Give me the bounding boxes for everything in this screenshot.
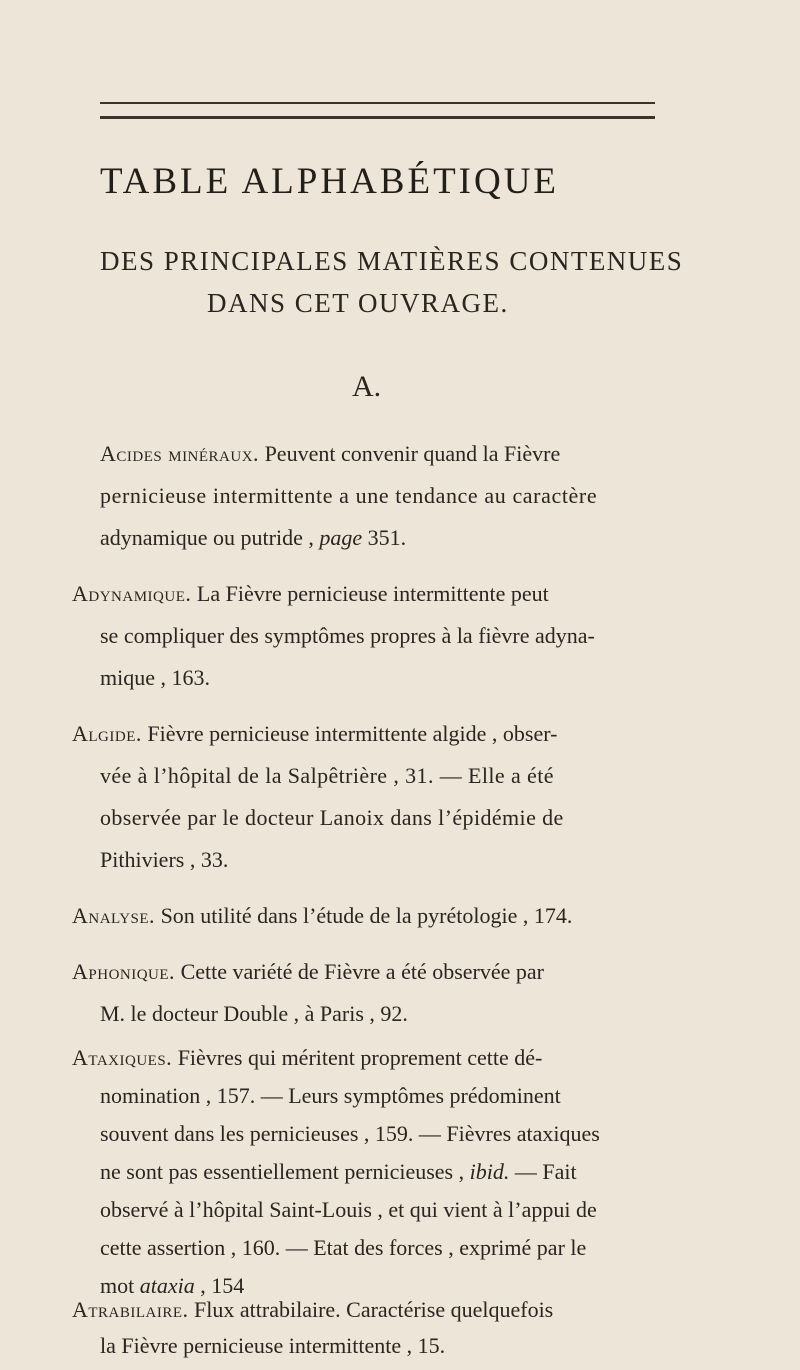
entry-text: Cette variété de Fièvre a été observée par	[180, 959, 544, 984]
entry-line: observée par le docteur Lanoix dans l’épidémie de	[100, 805, 564, 830]
entry-term: Algide.	[72, 721, 142, 746]
entry-term: Adynamique.	[72, 581, 192, 606]
entry-text: mot	[100, 1273, 140, 1298]
entry-text: Fièvre pernicieuse intermittente algide , obser-	[147, 721, 558, 746]
header-rule-thin	[100, 102, 655, 104]
entry-line: vée à l’hôpital de la Salpêtrière , 31. — Elle a été	[100, 763, 554, 788]
entry-text: observé à l’hôpital Saint-Louis , et qui vient à l’appui de	[100, 1197, 597, 1222]
entry-term: Ataxiques.	[72, 1045, 173, 1070]
entry-text: la Fièvre pernicieuse intermittente , 15.	[100, 1333, 446, 1358]
entry-line	[100, 1158, 577, 1186]
entry-line: pernicieuse intermittente a une tendance au caractère	[100, 483, 598, 508]
entry-text: — Fait	[509, 1159, 577, 1184]
entry-text: nomination , 157. — Leurs symptômes prédominent	[100, 1083, 561, 1108]
entry-line	[72, 902, 572, 930]
entry-text: La Fièvre pernicieuse intermittente peut	[196, 581, 549, 606]
entry-line	[100, 1196, 597, 1224]
entry-text: Peuvent convenir quand la Fièvre	[264, 441, 561, 466]
entry-text: Fièvres qui méritent proprement cette dé-	[177, 1045, 543, 1070]
entry-text: cette assertion , 160. — Etat des forces , exprimé par le	[100, 1235, 587, 1260]
entry-line: se compliquer des symptômes propres à la fièvre adyna-	[100, 623, 595, 648]
entry-line	[100, 524, 406, 552]
entry-term: Aphonique.	[72, 959, 176, 984]
entry-term: Analyse.	[72, 903, 156, 928]
page-number: 351.	[362, 525, 407, 550]
entry-text: ne sont pas essentiellement pernicieuses ,	[100, 1159, 470, 1184]
entry-line	[100, 1234, 586, 1262]
entry-line	[100, 1332, 445, 1360]
entry-line	[100, 1082, 561, 1110]
entry-line	[72, 720, 557, 748]
header-rule-thick	[100, 116, 655, 119]
entry-line	[72, 580, 549, 608]
entry-line: mique , 163.	[100, 665, 210, 690]
entry-line	[72, 958, 544, 986]
entry-line	[72, 1296, 553, 1324]
entry-line	[72, 1044, 542, 1072]
entry-text: souvent dans les pernicieuses , 159. — Fièvres ataxiques	[100, 1121, 600, 1146]
subtitle-line-1: DES PRINCIPALES MATIÈRES CONTENUES	[100, 246, 684, 276]
entry-text: M. le docteur Double , à Paris , 92.	[100, 1001, 408, 1026]
entry-text: , 154	[194, 1273, 245, 1298]
entry-line	[100, 1000, 408, 1028]
ibid-abbrev: ibid.	[469, 1159, 510, 1184]
entry-term: Acides minéraux.	[100, 441, 260, 466]
ataxia-word: ataxia	[139, 1273, 195, 1298]
entry-line	[100, 440, 560, 468]
section-letter: A.	[352, 370, 382, 403]
entry-term: Atrabilaire.	[72, 1297, 189, 1322]
entry-text: Son utilité dans l’étude de la pyrétologie , 174.	[160, 903, 573, 928]
page-title: TABLE ALPHABÉTIQUE	[100, 161, 560, 202]
entry-text: Flux attrabilaire. Caractérise quelquefois	[194, 1297, 554, 1322]
entry-line: Pithiviers , 33.	[100, 847, 229, 872]
entry-line	[100, 1120, 600, 1148]
subtitle-line-2: DANS CET OUVRAGE.	[207, 288, 509, 318]
page-label: page	[319, 525, 363, 550]
entry-text: adynamique ou putride ,	[100, 525, 320, 550]
